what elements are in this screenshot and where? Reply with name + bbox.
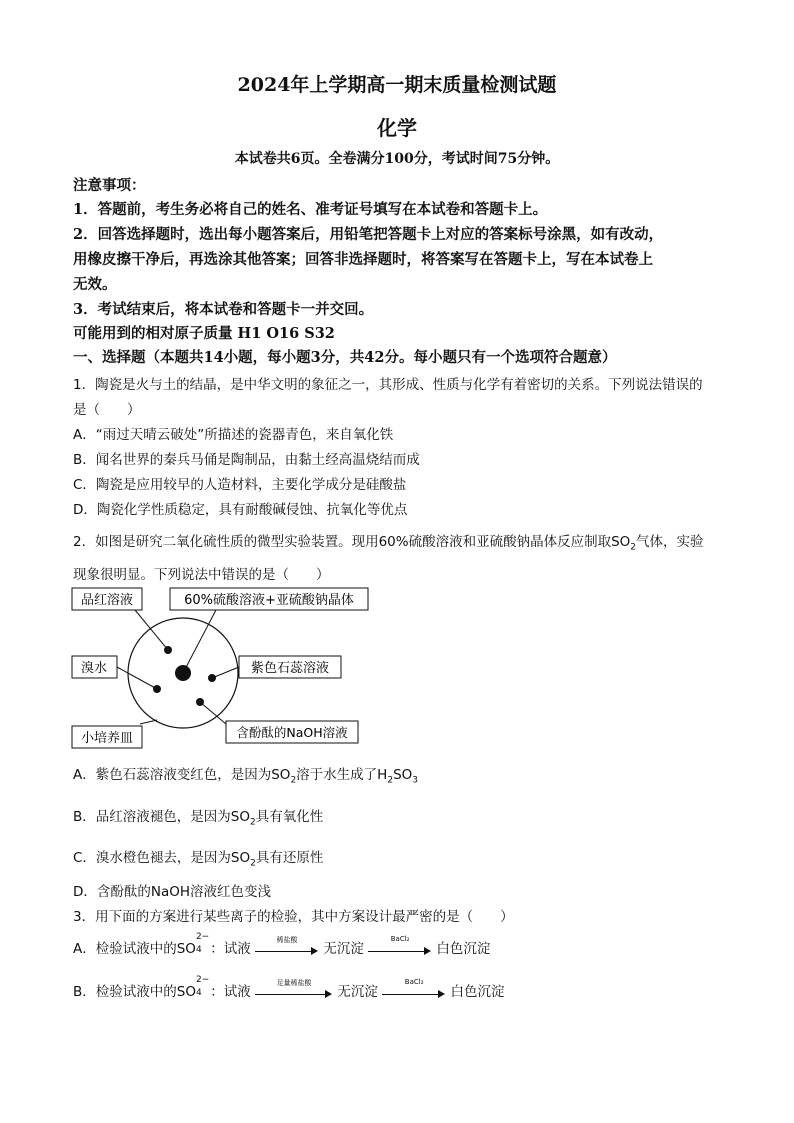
- q2-option-c: C．溴水橙色褪去，是因为$SO_2$具有还原性: [73, 850, 324, 869]
- section1-heading: 一、选择题（本题共14小题，每小题3分，共42分。每小题只有一个选项符合题意）: [73, 349, 617, 366]
- litmus-leader: [212, 667, 239, 678]
- acid-leader: [183, 610, 216, 673]
- q1-option-a: A．“雨过天晴云破处”所描述的瓷器青色，来自氧化铁: [73, 427, 394, 443]
- notice-item-1: 1．答题前，考生务必将自己的姓名、准考证号填写在本试卷和答题卡上。: [73, 201, 548, 218]
- exam-title: 2024年上学期高一期末质量检测试题: [237, 74, 557, 96]
- arrow-bacl2: BaCl₂: [368, 942, 432, 956]
- notice-item-2-line1: 2．回答选择题时，选出每小题答案后，用铅笔把答题卡上对应的答案标号涂黑，如有改动，: [73, 226, 664, 243]
- bromine-label: 溴水: [80, 661, 108, 676]
- q2-option-a: A．紫色石蕊溶液变红色，是因为$SO_2$溶于水生成了$H_2SO_3$: [73, 767, 418, 786]
- q2-stem-line2: 现象很明显。下列说法中错误的是（ ）: [73, 567, 330, 583]
- subject-title: 化学: [377, 116, 417, 140]
- arrow-dilute-hcl: 稀盐酸: [255, 942, 319, 956]
- q2-option-b: B．品红溶液褪色，是因为$SO_2$具有氧化性: [73, 809, 324, 828]
- acid-label: 60%硫酸溶液+亚硫酸钠晶体: [184, 593, 354, 608]
- q1-option-d: D．陶瓷化学性质稳定，具有耐酸碱侵蚀、抗氧化等优点: [73, 502, 408, 518]
- bromine-leader: [117, 667, 157, 689]
- q1-stem-line2: 是（ ）: [73, 402, 141, 418]
- pinhong-label: 品红溶液: [80, 593, 134, 608]
- q3-option-a: A．检验试液中的SO 2− 4 ：试液 稀盐酸 无沉淀 BaCl₂ 白色沉淀: [73, 932, 491, 957]
- exam-note: 本试卷共6页。全卷满分100分，考试时间75分钟。: [234, 151, 560, 167]
- dish-leader: [140, 720, 157, 724]
- naoh-label: 含酚酞的NaOH溶液: [236, 725, 348, 740]
- dish-label: 小培养皿: [80, 731, 134, 746]
- notice-item-3: 3．考试结束后，将本试卷和答题卡一并交回。: [73, 301, 374, 318]
- q3-stem: 3．用下面的方案进行某些离子的检验，其中方案设计最严密的是（ ）: [73, 909, 514, 925]
- notice-item-2-line2: 用橡皮擦干净后，再选涂其他答案；回答非选择题时，将答案写在答题卡上，写在本试卷上: [73, 251, 653, 268]
- q1-stem-line1: 1．陶瓷是火与土的结晶，是中华文明的象征之一，其形成、性质与化学有着密切的关系。下列说法错误的: [73, 377, 703, 393]
- notice-item-2-line3: 无效。: [73, 276, 117, 293]
- q1-option-c: C．陶瓷是应用较早的人造材料，主要化学成分是硅酸盐: [73, 477, 407, 493]
- q2-option-d: D．含酚酞的NaOH溶液红色变浅: [73, 884, 272, 900]
- q2-stem-line1: 2．如图是研究二氧化硫性质的微型实验装置。现用60%硫酸溶液和亚硫酸钠晶体反应制取$SO_2$气体，实验: [73, 534, 704, 553]
- naoh-leader: [200, 702, 226, 724]
- notice-heading: 注意事项：: [73, 177, 146, 194]
- q3-option-b: B．检验试液中的SO 2− 4 ：试液 足量稀盐酸 无沉淀 BaCl₂ 白色沉淀: [73, 975, 505, 1000]
- atomic-mass-note: 可能用到的相对原子质量 H1 O16 S32: [73, 325, 335, 342]
- arrow-bacl2-b: BaCl₂: [382, 985, 446, 999]
- pinhong-leader: [135, 610, 168, 650]
- experiment-diagram: [60, 580, 380, 755]
- q1-option-b: B．闻名世界的秦兵马俑是陶制品，由黏土经高温烧结而成: [73, 452, 420, 468]
- litmus-label: 紫色石蕊溶液: [250, 661, 330, 676]
- arrow-excess-hcl: 足量稀盐酸: [255, 985, 333, 999]
